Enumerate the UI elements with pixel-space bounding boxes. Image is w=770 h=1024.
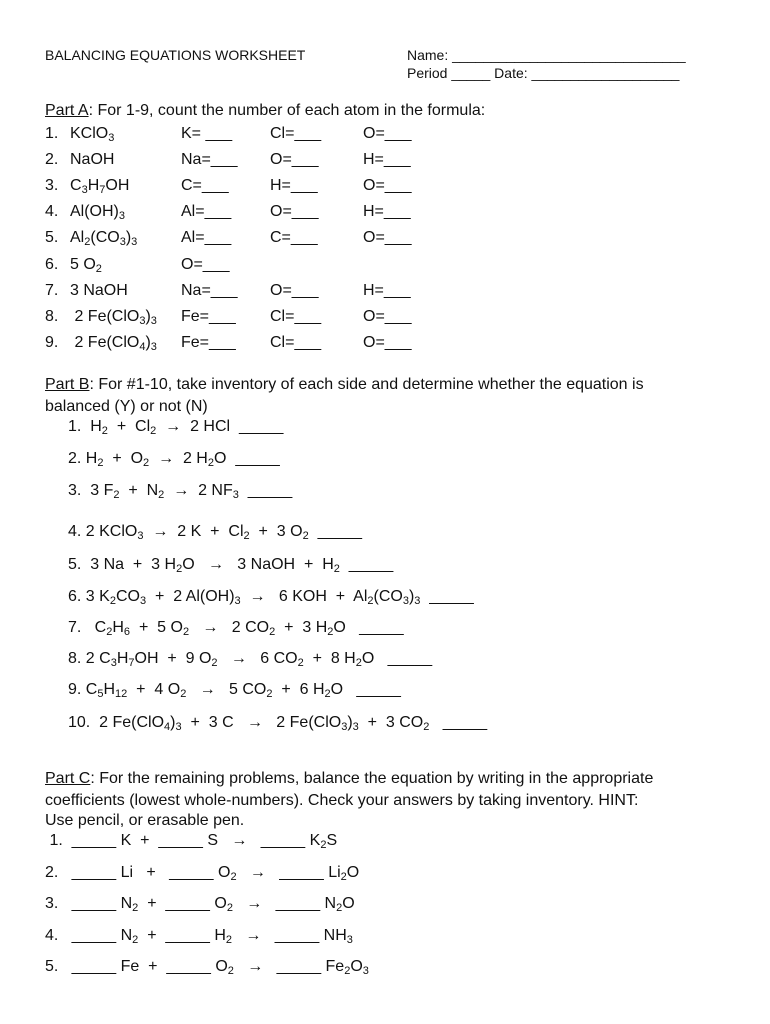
part-a-count-blank: H=___ (363, 282, 411, 299)
part-a-row-number: 8. (45, 308, 59, 325)
part-a-row-number: 4. (45, 203, 59, 220)
part-a-count-blank: Al=___ (181, 203, 232, 220)
part-a-count-blank: O=___ (181, 256, 230, 273)
part-a-row-number: 3. (45, 177, 59, 194)
part-c-instruction-1: : For the remaining problems, balance the equation by writing in the appropriate (90, 770, 654, 787)
part-a-count-blank: O=___ (270, 282, 319, 299)
part-a-count-blank: Fe=___ (181, 334, 236, 351)
part-a-formula: KClO$_3$ (70, 125, 115, 144)
part-c-equation: 5. _____ Fe + _____ $O_2$ → _____ $Fe_2O_3$ (45, 958, 369, 977)
part-b-equation: 9. $C_5H_{12} + 4$ $O_2 \to 5$ $CO_2 + 6$ $H_2O$ _____ (68, 681, 401, 700)
part-a-formula: 2 $Fe(ClO_3)_3$ (70, 308, 157, 327)
part-a-count-blank: Cl=___ (270, 125, 322, 142)
part-b-instruction-1: : For #1-10, take inventory of each side and determine whether the equation is (89, 376, 644, 393)
part-a-row-number: 6. (45, 256, 59, 273)
part-a-row-number: 5. (45, 229, 59, 246)
part-a-count-blank: H=___ (270, 177, 318, 194)
part-a-count-blank: Na=___ (181, 282, 238, 299)
part-a-formula: $C_3H_7OH$ (70, 177, 130, 196)
part-a-count-blank: Fe=___ (181, 308, 236, 325)
part-c-equation: 1. _____ K + _____ S → _____ $K_2S$ (45, 832, 338, 851)
part-a-formula: 2 $Fe(ClO_4)_3$ (70, 334, 157, 353)
part-a-count-blank: Na=___ (181, 151, 238, 168)
part-a-count-blank: O=___ (363, 125, 412, 142)
part-a-count-blank: Cl=___ (270, 308, 322, 325)
part-c-instruction-2: coefficients (lowest whole-numbers). Check your answers by taking inventory. HINT: (45, 792, 639, 809)
part-a-count-blank: H=___ (363, 203, 411, 220)
part-a-label: Part A (45, 102, 89, 119)
part-a-count-blank: C=___ (181, 177, 229, 194)
part-b-equation: 3. 3 $F_2 + N_2 \to 2$ $NF_3$ _____ (68, 482, 293, 501)
part-a-row-number: 2. (45, 151, 59, 168)
part-a-formula: $Al(OH)_3$ (70, 203, 126, 222)
part-b-heading (45, 376, 644, 394)
part-a-instruction: : For 1-9, count the number of each atom in the formula: (88, 102, 486, 119)
part-a-count-blank: H=___ (363, 151, 411, 168)
name-field-line: Name: ______________________________ (407, 47, 686, 63)
part-a-heading (45, 102, 485, 120)
part-b-equation: 8. 2 $C_3H_7OH + 9$ $O_2 \to 6$ $CO_2 + 8$ $H_2O$ _____ (68, 650, 433, 669)
part-c-label: Part C (45, 770, 91, 787)
part-a-count-blank: O=___ (363, 177, 412, 194)
part-a-formula: $Al_2(CO_3)_3$ (70, 229, 138, 248)
part-c-equation: 2. _____ Li + _____ $O_2$ → _____ $Li_2O$ (45, 864, 360, 883)
part-b-equation: 5. 3 Na + 3 $H_2O \to 3$ NaOH + $H_2$ _____ (68, 556, 394, 575)
part-a-count-blank: O=___ (270, 203, 319, 220)
part-a-count-blank: O=___ (363, 229, 412, 246)
part-a-row-number: 1. (45, 125, 59, 142)
part-a-count-blank: Cl=___ (270, 334, 322, 351)
part-b-equation: 4. 2 KClO$_3$ → 2 $K + Cl_2 + 3$ $O_2$ _____ (68, 523, 363, 542)
part-a-row-number: 9. (45, 334, 59, 351)
part-a-count-blank: C=___ (270, 229, 318, 246)
part-b-equation: 1. $H_2 + Cl_2 \to 2$ HCl _____ (68, 418, 284, 437)
part-a-formula: NaOH (70, 151, 115, 168)
part-c-heading (45, 770, 653, 788)
part-a-count-blank: O=___ (363, 308, 412, 325)
part-a-formula: 5 $O_2$ (70, 256, 102, 275)
part-b-equation: 2. $H_2 + O_2 \to 2$ $H_2O$ _____ (68, 450, 280, 469)
part-a-count-blank: O=___ (270, 151, 319, 168)
part-a-count-blank: Al=___ (181, 229, 232, 246)
part-c-equation: 4. _____ $N_2$ + _____ $H_2$ → _____ $NH_3$ (45, 927, 353, 946)
part-b-instruction-2: balanced (Y) or not (N) (45, 398, 208, 415)
part-a-count-blank: O=___ (363, 334, 412, 351)
part-a-count-blank: K= ___ (181, 125, 233, 142)
part-b-equation: 6. 3 $K_2CO_3 + 2$ $Al(OH)_3 \to 6$ KOH + $Al_2(CO_3)_3$ _____ (68, 588, 474, 607)
part-c-equation: 3. _____ $N_2$ + _____ $O_2$ → _____ $N_2O$ (45, 895, 355, 914)
part-c-instruction-3: Use pencil, or erasable pen. (45, 812, 245, 829)
part-b-equation: 7. $C_2H_6 + 5$ $O_2 \to 2$ $CO_2 + 3$ $H_2O$ _____ (68, 619, 404, 638)
period-date-line: Period _____ Date: ___________________ (407, 65, 680, 81)
part-a-formula: 3 NaOH (70, 282, 128, 299)
part-b-equation: 10. 2 $Fe(ClO_4)_3 + 3$ C → 2 $Fe(ClO_3)_3 + 3$ $CO_2$ _____ (68, 714, 488, 733)
part-b-label: Part B (45, 376, 90, 393)
part-a-row-number: 7. (45, 282, 59, 299)
worksheet-title: BALANCING EQUATIONS WORKSHEET (45, 47, 306, 63)
